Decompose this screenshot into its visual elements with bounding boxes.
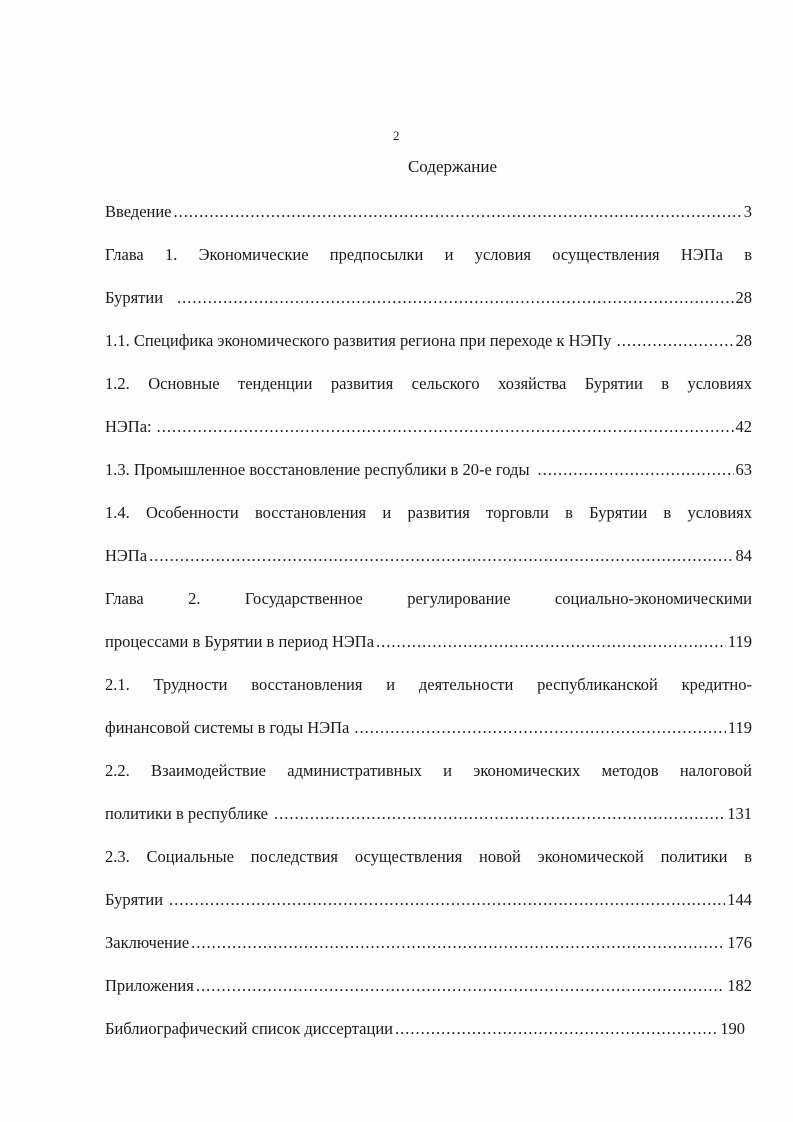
leader-dots	[617, 331, 734, 351]
toc-entry-text: финансовой системы в годы НЭПа	[105, 718, 350, 737]
toc-entry-appendices	[105, 976, 752, 996]
toc-entry-page: 131	[727, 804, 752, 823]
toc-entry-1-4-line2	[105, 546, 752, 566]
toc-entry-2-2-line1: 2.2. Взаимодействие административных и экономических методов налоговой	[105, 761, 752, 780]
toc-entry-page: 144	[727, 890, 752, 909]
leader-dots	[538, 460, 734, 480]
toc-entry-text: Бурятии	[105, 288, 164, 307]
leader-dots	[174, 202, 742, 222]
toc-entry-1-1	[105, 331, 752, 351]
toc-entry-2-2-line2	[105, 804, 752, 824]
toc-entry-text: Приложения	[105, 976, 194, 995]
toc-entry-page: 28	[735, 331, 752, 350]
leader-dots	[274, 804, 725, 824]
toc-entry-text: Заключение	[105, 933, 190, 952]
toc-entry-page: 119	[727, 718, 752, 737]
toc-entry-2-1-line1: 2.1. Трудности восстановления и деятельности республиканской кредитно-	[105, 675, 752, 694]
toc-entry-page: 176	[727, 933, 752, 952]
toc-entry-1-2-line1: 1.2. Основные тенденции развития сельского хозяйства Бурятии в условиях	[105, 374, 752, 393]
toc-entry-chapter-2-line2	[105, 632, 752, 652]
toc-entry-2-3-line1: 2.3. Социальные последствия осуществления новой экономической политики в	[105, 847, 752, 866]
toc-entry-1-2-line2	[105, 417, 752, 437]
toc-entry-text: Библиографический список диссертации	[105, 1019, 393, 1038]
leader-dots	[376, 632, 726, 652]
toc-entry-page: 182	[727, 976, 752, 995]
toc-entry-1-4-line1: 1.4. Особенности восстановления и развития торговли в Бурятии в условиях	[105, 503, 752, 522]
toc-entry-text: политики в республике	[105, 804, 269, 823]
toc-entry-text: НЭПа:	[105, 417, 152, 436]
leader-dots	[191, 933, 725, 953]
toc-entry-text: 1.3. Промышленное восстановление республики в 20-е годы	[105, 460, 530, 479]
leader-dots	[149, 546, 733, 566]
toc-entry-page: 84	[735, 546, 752, 565]
toc-title: Содержание	[407, 157, 498, 176]
toc-entry-chapter-2-line1: Глава 2. Государственное регулирование социально-экономическими	[105, 589, 752, 608]
toc-entry-2-3-line2	[105, 890, 752, 910]
toc-entry-1-3	[105, 460, 752, 480]
toc-entry-text: процессами в Бурятии в период НЭПа	[105, 632, 375, 651]
leader-dots	[169, 890, 725, 910]
toc-entry-introduction	[105, 202, 752, 222]
toc-entry-chapter-1-line1: Глава 1. Экономические предпосылки и условия осуществления НЭПа в	[105, 245, 752, 264]
leader-dots	[395, 1019, 718, 1039]
leader-dots	[177, 288, 733, 308]
toc-entry-text: Бурятии	[105, 890, 164, 909]
toc-entry-page: 63	[735, 460, 752, 479]
leader-dots	[354, 718, 726, 738]
toc-entry-text: НЭПа	[105, 546, 148, 565]
toc-entry-text: Введение	[105, 202, 172, 221]
toc-entry-page: 190	[720, 1019, 745, 1038]
toc-entry-2-1-line2	[105, 718, 752, 738]
toc-entry-page: 28	[735, 288, 752, 307]
toc-entry-text: 1.1. Специфика экономического развития региона при переходе к НЭПу	[105, 331, 612, 350]
toc-entry-page: 42	[735, 417, 752, 436]
toc-entry-chapter-1-line2	[105, 288, 752, 308]
page-number: 2	[393, 128, 400, 143]
toc-entry-conclusion	[105, 933, 752, 953]
toc-entry-page: 3	[743, 202, 752, 221]
leader-dots	[157, 417, 734, 437]
leader-dots	[196, 976, 725, 996]
toc-entry-bibliography	[105, 1019, 745, 1039]
toc-entry-page: 119	[727, 632, 752, 651]
